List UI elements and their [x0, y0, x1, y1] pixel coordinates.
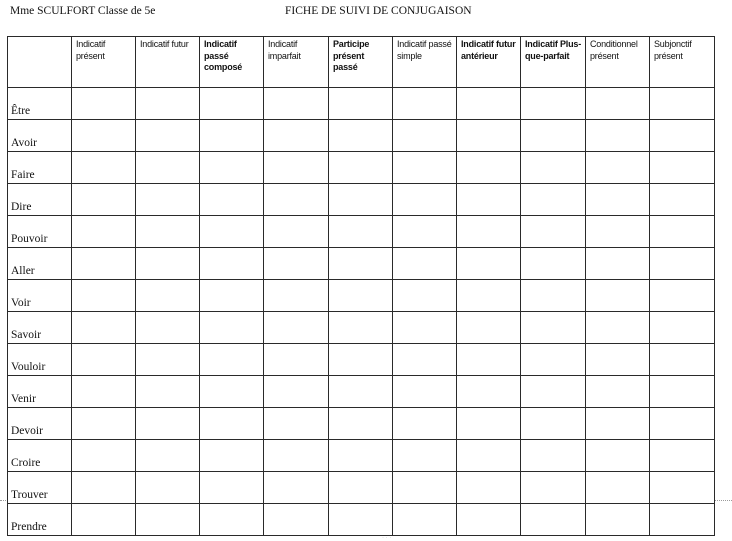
answer-cell	[264, 88, 329, 120]
answer-cell	[200, 248, 264, 280]
answer-cell	[521, 472, 586, 504]
answer-cell	[136, 408, 200, 440]
verb-row	[8, 440, 715, 472]
answer-cell	[136, 216, 200, 248]
answer-cell	[521, 312, 586, 344]
answer-cell	[650, 408, 715, 440]
answer-cell	[521, 216, 586, 248]
answer-cell	[264, 472, 329, 504]
column-header: Indicatif futur	[136, 37, 200, 88]
column-header: Indicatif futur antérieur	[457, 37, 521, 88]
answer-cell	[586, 312, 650, 344]
answer-cell	[457, 184, 521, 216]
answer-cell	[650, 216, 715, 248]
answer-cell	[72, 152, 136, 184]
answer-cell	[457, 280, 521, 312]
answer-cell	[264, 248, 329, 280]
answer-cell	[650, 184, 715, 216]
verb-row	[8, 280, 715, 312]
answer-cell	[586, 280, 650, 312]
answer-cell	[650, 440, 715, 472]
answer-cell	[136, 248, 200, 280]
answer-cell	[521, 440, 586, 472]
verb-row	[8, 216, 715, 248]
answer-cell	[393, 472, 457, 504]
answer-cell	[650, 120, 715, 152]
answer-cell	[586, 344, 650, 376]
answer-cell	[200, 88, 264, 120]
answer-cell	[457, 504, 521, 536]
answer-cell	[393, 152, 457, 184]
answer-cell	[650, 344, 715, 376]
answer-cell	[200, 152, 264, 184]
answer-cell	[393, 184, 457, 216]
answer-cell	[457, 472, 521, 504]
answer-cell	[72, 472, 136, 504]
answer-cell	[200, 312, 264, 344]
answer-cell	[72, 248, 136, 280]
answer-cell	[72, 280, 136, 312]
answer-cell	[586, 376, 650, 408]
answer-cell	[136, 440, 200, 472]
answer-cell	[650, 248, 715, 280]
verb-label: Trouver	[8, 472, 72, 504]
answer-cell	[521, 504, 586, 536]
answer-cell	[457, 440, 521, 472]
answer-cell	[329, 120, 393, 152]
answer-cell	[72, 440, 136, 472]
column-header: Conditionnel présent	[586, 37, 650, 88]
verb-row	[8, 504, 715, 536]
answer-cell	[200, 216, 264, 248]
answer-cell	[329, 88, 393, 120]
verb-label: Aller	[8, 248, 72, 280]
answer-cell	[457, 344, 521, 376]
answer-cell	[521, 184, 586, 216]
verb-row	[8, 408, 715, 440]
answer-cell	[329, 248, 393, 280]
verb-label: Avoir	[8, 120, 72, 152]
answer-cell	[586, 408, 650, 440]
answer-cell	[72, 504, 136, 536]
answer-cell	[586, 88, 650, 120]
answer-cell	[329, 344, 393, 376]
answer-cell	[264, 120, 329, 152]
answer-cell	[650, 312, 715, 344]
answer-cell	[457, 408, 521, 440]
answer-cell	[329, 408, 393, 440]
answer-cell	[264, 504, 329, 536]
verb-label: Voir	[8, 280, 72, 312]
answer-cell	[136, 504, 200, 536]
header-row	[8, 37, 715, 88]
answer-cell	[521, 248, 586, 280]
answer-cell	[329, 152, 393, 184]
answer-cell	[200, 280, 264, 312]
column-header: Participe présent passé	[329, 37, 393, 88]
answer-cell	[650, 280, 715, 312]
answer-cell	[457, 312, 521, 344]
answer-cell	[329, 312, 393, 344]
document-title: FICHE DE SUIVI DE CONJUGAISON	[285, 5, 472, 17]
answer-cell	[586, 504, 650, 536]
answer-cell	[200, 184, 264, 216]
answer-cell	[650, 88, 715, 120]
answer-cell	[457, 120, 521, 152]
answer-cell	[650, 376, 715, 408]
answer-cell	[393, 216, 457, 248]
verb-label: Savoir	[8, 312, 72, 344]
answer-cell	[521, 88, 586, 120]
answer-cell	[72, 408, 136, 440]
answer-cell	[586, 472, 650, 504]
verb-label: Faire	[8, 152, 72, 184]
answer-cell	[200, 472, 264, 504]
answer-cell	[200, 120, 264, 152]
answer-cell	[264, 344, 329, 376]
answer-cell	[329, 504, 393, 536]
column-header: Indicatif passé simple	[393, 37, 457, 88]
verb-row	[8, 184, 715, 216]
answer-cell	[136, 344, 200, 376]
answer-cell	[393, 504, 457, 536]
answer-cell	[72, 344, 136, 376]
answer-cell	[457, 216, 521, 248]
answer-cell	[521, 408, 586, 440]
answer-cell	[136, 184, 200, 216]
column-header: Subjonctif présent	[650, 37, 715, 88]
answer-cell	[264, 184, 329, 216]
answer-cell	[264, 312, 329, 344]
column-header: Indicatif Plus-que-parfait	[521, 37, 586, 88]
answer-cell	[136, 312, 200, 344]
verb-label: Dire	[8, 184, 72, 216]
answer-cell	[329, 280, 393, 312]
answer-cell	[521, 344, 586, 376]
answer-cell	[329, 440, 393, 472]
verb-row	[8, 152, 715, 184]
answer-cell	[329, 184, 393, 216]
answer-cell	[136, 152, 200, 184]
answer-cell	[72, 312, 136, 344]
answer-cell	[136, 280, 200, 312]
answer-cell	[72, 216, 136, 248]
page-header	[10, 5, 722, 21]
answer-cell	[393, 280, 457, 312]
answer-cell	[72, 120, 136, 152]
verb-label: Prendre	[8, 504, 72, 536]
verb-row	[8, 120, 715, 152]
answer-cell	[521, 376, 586, 408]
answer-cell	[329, 216, 393, 248]
answer-cell	[393, 408, 457, 440]
column-header: Indicatif présent	[72, 37, 136, 88]
answer-cell	[200, 376, 264, 408]
answer-cell	[136, 88, 200, 120]
answer-cell	[650, 472, 715, 504]
answer-cell	[264, 408, 329, 440]
answer-cell	[457, 152, 521, 184]
answer-cell	[393, 88, 457, 120]
answer-cell	[264, 280, 329, 312]
answer-cell	[200, 408, 264, 440]
answer-cell	[393, 248, 457, 280]
verb-label: Devoir	[8, 408, 72, 440]
column-header: Indicatif imparfait	[264, 37, 329, 88]
answer-cell	[586, 184, 650, 216]
page-number-faint	[380, 0, 404, 1]
verb-row	[8, 312, 715, 344]
answer-cell	[521, 152, 586, 184]
answer-cell	[264, 376, 329, 408]
verb-row	[8, 376, 715, 408]
verb-row	[8, 88, 715, 120]
conjugation-tracking-table	[7, 36, 715, 536]
answer-cell	[393, 376, 457, 408]
answer-cell	[521, 120, 586, 152]
answer-cell	[72, 88, 136, 120]
answer-cell	[457, 376, 521, 408]
verb-label: Venir	[8, 376, 72, 408]
answer-cell	[457, 88, 521, 120]
answer-cell	[586, 152, 650, 184]
answer-cell	[393, 120, 457, 152]
answer-cell	[586, 216, 650, 248]
answer-cell	[586, 120, 650, 152]
verb-label: Pouvoir	[8, 216, 72, 248]
answer-cell	[650, 152, 715, 184]
answer-cell	[457, 248, 521, 280]
answer-cell	[393, 344, 457, 376]
verb-row	[8, 248, 715, 280]
answer-cell	[200, 504, 264, 536]
footer-faint: · · ·	[382, 535, 392, 541]
answer-cell	[393, 440, 457, 472]
verb-row	[8, 344, 715, 376]
corner-cell	[8, 37, 72, 88]
answer-cell	[72, 376, 136, 408]
teacher-class-label: Mme SCULFORT Classe de 5e	[10, 5, 156, 17]
answer-cell	[200, 440, 264, 472]
answer-cell	[586, 248, 650, 280]
answer-cell	[72, 184, 136, 216]
answer-cell	[650, 504, 715, 536]
verb-row	[8, 472, 715, 504]
column-header: Indicatif passé composé	[200, 37, 264, 88]
answer-cell	[586, 440, 650, 472]
answer-cell	[200, 344, 264, 376]
answer-cell	[393, 312, 457, 344]
answer-cell	[264, 152, 329, 184]
answer-cell	[136, 472, 200, 504]
answer-cell	[329, 376, 393, 408]
answer-cell	[264, 216, 329, 248]
answer-cell	[329, 472, 393, 504]
answer-cell	[136, 376, 200, 408]
verb-label: Vouloir	[8, 344, 72, 376]
answer-cell	[136, 120, 200, 152]
answer-cell	[264, 440, 329, 472]
verb-label: Être	[8, 88, 72, 120]
answer-cell	[521, 280, 586, 312]
verb-label: Croire	[8, 440, 72, 472]
